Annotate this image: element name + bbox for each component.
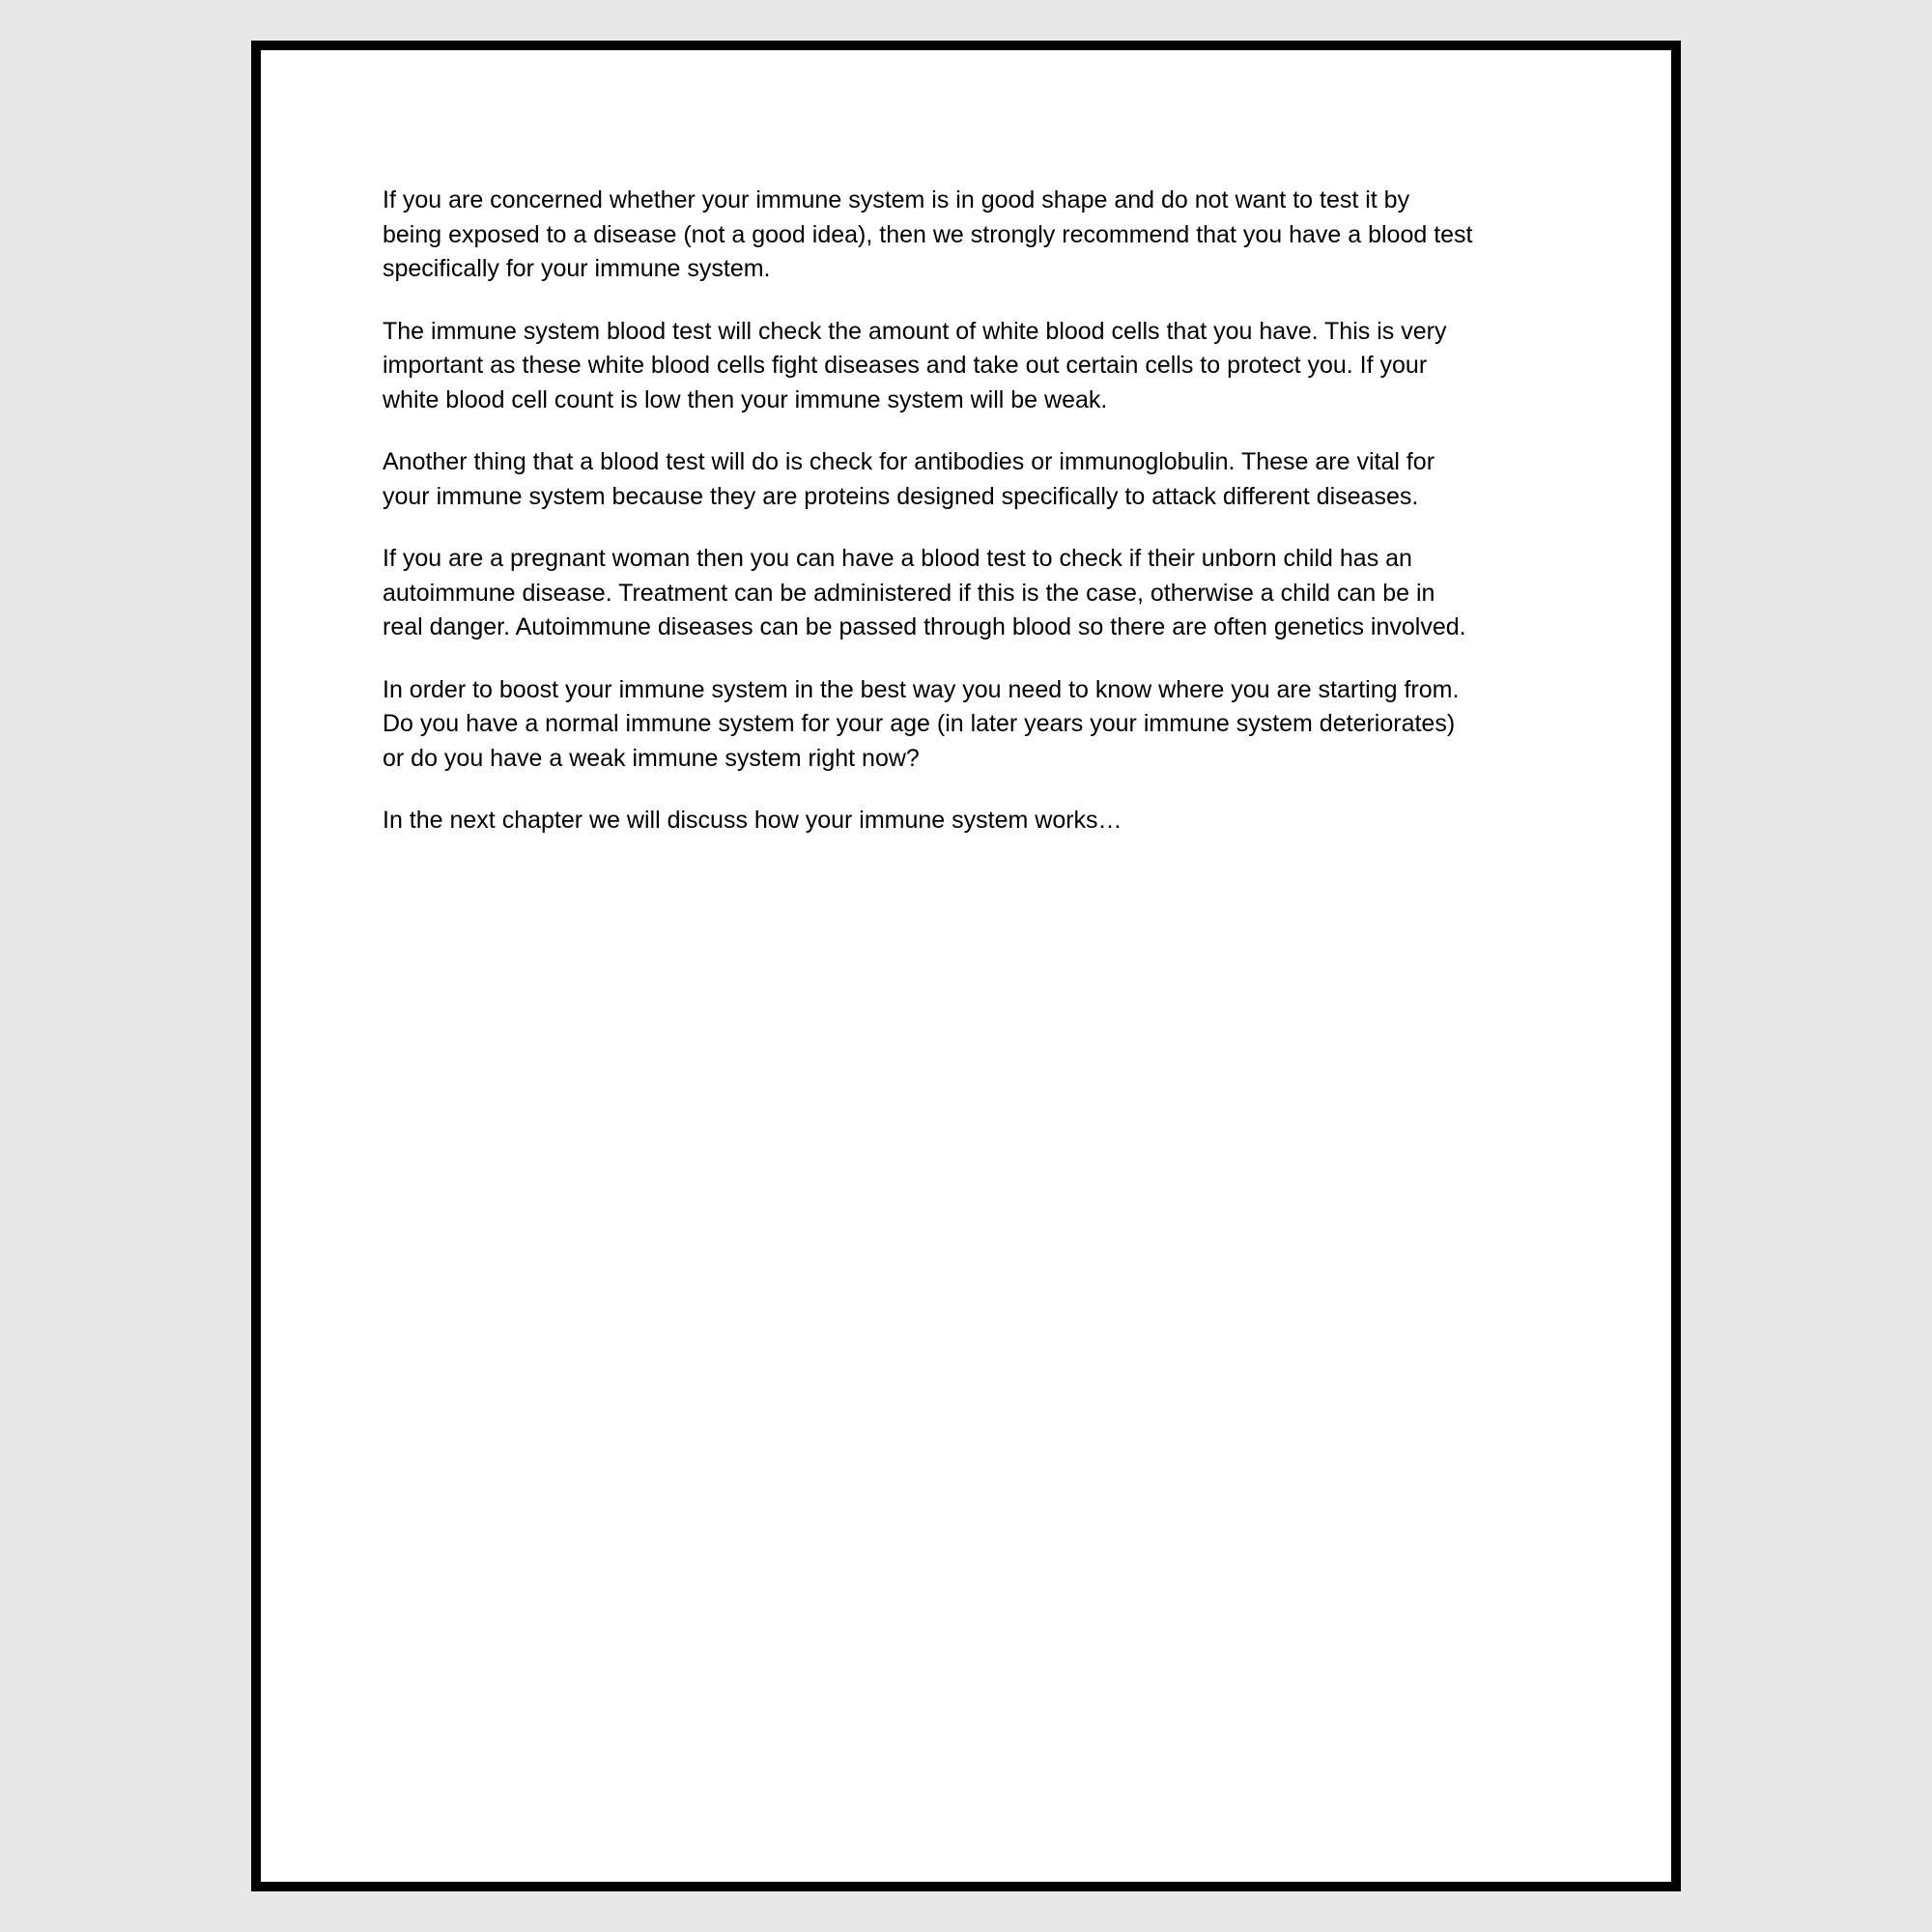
- document-page: [251, 41, 1681, 1891]
- text-line: The immune system blood test will check the amount of white blood cells that you have. This is very: [383, 317, 1447, 345]
- document-body: [383, 184, 1571, 867]
- text-line: specifically for your immune system.: [383, 255, 771, 282]
- paragraph: [383, 445, 1571, 514]
- paragraph: [383, 315, 1571, 418]
- text-line: important as these white blood cells fight diseases and take out certain cells to protect you. If your: [383, 352, 1428, 379]
- text-line: or do you have a weak immune system right now?: [383, 744, 920, 772]
- text-line: white blood cell count is low then your immune system will be weak.: [383, 385, 1108, 413]
- text-line: autoimmune disease. Treatment can be administered if this is the case, otherwise a child can be in: [383, 579, 1435, 607]
- text-line: your immune system because they are proteins designed specifically to attack different diseases.: [383, 482, 1419, 510]
- text-line: real danger. Autoimmune diseases can be passed through blood so there are often genetics involved.: [383, 613, 1466, 640]
- text-line: Do you have a normal immune system for your age (in later years your immune system deteriorates): [383, 710, 1456, 737]
- paragraph: [383, 804, 1571, 838]
- text-line: Another thing that a blood test will do is check for antibodies or immunoglobulin. These are vital for: [383, 448, 1435, 475]
- paragraph: [383, 673, 1571, 777]
- text-line: If you are a pregnant woman then you can have a blood test to check if their unborn child has an: [383, 545, 1412, 572]
- text-line: being exposed to a disease (not a good idea), then we strongly recommend that you have a blood test: [383, 220, 1473, 248]
- paragraph: [383, 184, 1571, 287]
- text-line: If you are concerned whether your immune system is in good shape and do not want to test it by: [383, 186, 1410, 213]
- text-line: In order to boost your immune system in the best way you need to know where you are starting from.: [383, 675, 1460, 703]
- paragraph: [383, 542, 1571, 645]
- text-line: In the next chapter we will discuss how your immune system works…: [383, 807, 1122, 834]
